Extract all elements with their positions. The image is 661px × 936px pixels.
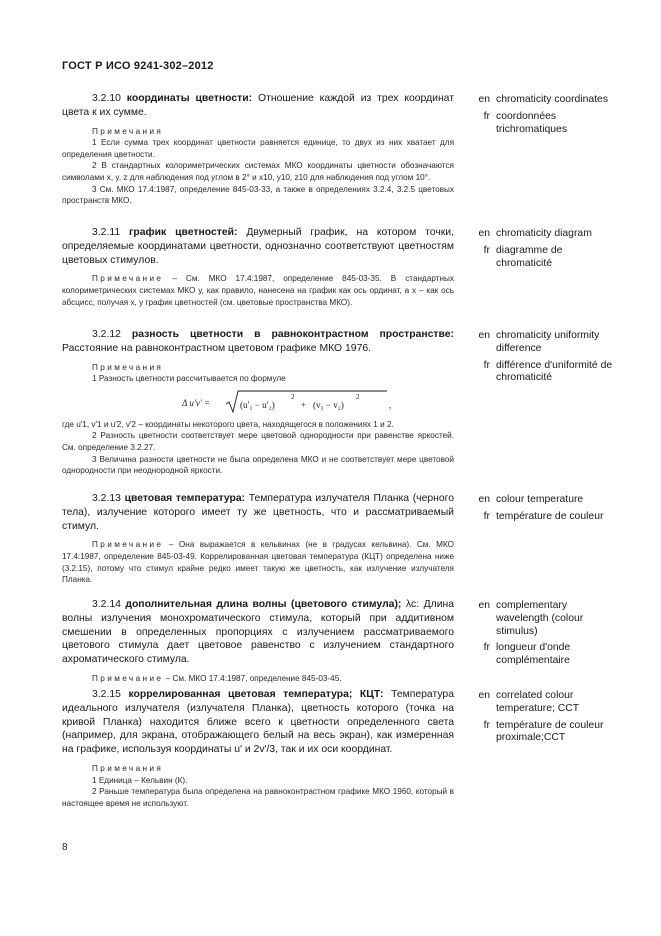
translation-text: température de couleur	[496, 510, 604, 522]
definition	[62, 492, 454, 533]
translation-text: chromaticity coordinates	[496, 94, 609, 105]
note-item: 3 Величина разности цветности не была определена МКО и не соответствует мере цветовой однородности при неоднородной яркости.	[62, 454, 454, 476]
term-title: координаты цветности:	[126, 93, 253, 104]
lang-code: en	[478, 494, 490, 505]
lang-code: en	[478, 94, 490, 105]
notes	[62, 362, 454, 477]
term-entry-3-2-14	[62, 598, 454, 685]
translations-3-2-14	[468, 600, 618, 672]
notes-title: Примечания	[92, 763, 164, 773]
translation-text: diagramme de chromaticité	[496, 244, 563, 269]
formula-graphic	[182, 385, 402, 419]
definition-text: Двумерный график, на котором точки, определяемые координатами цветности, однозначно соответствуют цветностям цветовых стимулов.	[62, 227, 454, 266]
lang-code: fr	[483, 510, 490, 522]
page-number: 8	[62, 842, 68, 853]
definition	[62, 598, 454, 667]
translation-text: chromaticity uniformity difference	[496, 330, 600, 354]
formula-exp-v: 2	[356, 392, 360, 401]
translations-3-2-11	[468, 228, 618, 274]
definition	[62, 92, 454, 120]
note-item: 1 Единица – Кельвин (К).	[92, 775, 188, 785]
term-entry-3-2-13	[62, 492, 454, 586]
definition	[62, 226, 454, 267]
term-number: 3.2.12	[92, 329, 121, 340]
note-text: – См. МКО 17.4:1987, определение 845-03-35. В стандартных колориметрических системах МКО y, как правило, нанесена на график как ось ординат, а x – как ось абсцисс, получая x, y график цветностей (см. цветовые пространства МКО).	[62, 274, 454, 307]
term-entry-3-2-11	[62, 226, 454, 308]
formula-term-v: (v₁ − v₂)	[313, 399, 344, 410]
definition-text: Температура излучателя Планка (черного тела), излучение которого имеет ту же цветность, что и рассматриваемый стимул.	[62, 493, 455, 532]
notes	[62, 273, 454, 308]
definition-text: Температура идеального излучателя (излучателя Планка), цветность которого (точка на кривой Планка) находится ближе всего к цветности определенного света (например, для экрана, отображающего белый на весь экран), как измеренная на графике, используя координаты u′ и 2v′/3, так и их оси координат.	[62, 689, 454, 756]
note-item: 1 Разность цветности рассчитывается по формуле	[92, 374, 286, 384]
lang-code: fr	[483, 110, 490, 122]
lang-code: fr	[483, 719, 490, 731]
definition-text: Расстояние на равноконтрастном цветовом графике МКО 1976.	[62, 342, 372, 354]
translation-text: correlated colour temperature; CCT	[496, 690, 580, 714]
definition-text: Отношение каждой из трех координат цвета к их сумме.	[62, 93, 454, 118]
notes-title: Примечания	[92, 362, 164, 372]
formula-plus: +	[301, 399, 307, 410]
term-title: график цветностей:	[129, 227, 238, 238]
formula-lhs: Δ u′v′ =	[182, 397, 211, 408]
note-item: 2 В стандартных колориметрических системах МКО координаты цветности обозначаются символами x, y, z для наблюдения под углом в 2° и x10, y10, z10 для наблюдения под углом 10°.	[62, 161, 454, 182]
translations-3-2-15	[468, 690, 618, 749]
term-symbol: λc:	[405, 599, 420, 610]
formula-comma: ,	[389, 399, 392, 410]
note-item: 1 Если сумма трех координат цветности равняется единице, то двух из них хватает для определения цветности.	[62, 138, 454, 159]
note-label: Примечание	[92, 274, 164, 284]
lang-code: en	[478, 228, 490, 239]
term-number: 3.2.10	[92, 93, 121, 104]
translation-text: chromaticity diagram	[496, 228, 592, 239]
definition	[62, 328, 454, 356]
lang-code: en	[478, 690, 490, 701]
notes-title: Примечания	[92, 126, 164, 136]
lang-code: fr	[483, 359, 490, 371]
term-title: разность цветности в равноконтрастном пространстве:	[131, 329, 454, 340]
lang-code: en	[478, 600, 490, 611]
note-item: 2 Раньше температура была определена на равноконтрастном графике МКО 1960, который в настоящее время не используют.	[62, 787, 454, 808]
formula-explanation: где u′1, v′1 и u′2, v′2 – координаты некоторого цвета, находящегося в положениях 1 и 2.	[62, 419, 394, 429]
term-number: 3.2.11	[92, 227, 121, 238]
term-number: 3.2.14	[92, 599, 121, 610]
translation-text: température de couleur proximale;CCT	[496, 719, 604, 744]
term-number: 3.2.15	[92, 689, 121, 700]
term-entry-3-2-15	[62, 688, 454, 809]
translation-text: longueur d'onde complémentaire	[496, 642, 571, 667]
term-title: коррелированная цветовая температура; КЦТ:	[128, 689, 384, 700]
translations-3-2-13	[468, 494, 618, 528]
definition-text: Длина волны излучения монохроматического стимула, который при аддитивном смешении в определенных пропорциях с излучением рассматриваемого цветового стимула дает цветовое равенство с излучением стандартного ахроматического стимула.	[62, 599, 455, 666]
lang-code: fr	[483, 642, 490, 654]
note-item: 2 Разность цветности соответствует мере цветовой однородности при равенстве яркостей. См. определение 3.2.27.	[62, 431, 454, 452]
lang-code: fr	[483, 244, 490, 256]
term-title: цветовая температура:	[124, 493, 246, 504]
note-text: – См. МКО 17.4:1987, определение 845-03-45.	[165, 673, 342, 683]
note-text: – Она выражается в кельвинах (не в градусах кельвина). См. МКО 17.4:1987, определение 845-03-49. Коррелированная цветовая температура (КЦТ) определена ниже (3.2.15), потому что стимул крайне редко имеет такую же цветность, как излучение излучателя Планка.	[62, 540, 455, 585]
term-title: дополнительная длина волны (цветового стимула);	[125, 599, 402, 610]
term-entry-3-2-10	[62, 92, 454, 207]
chromaticity-difference-formula	[62, 385, 454, 419]
translation-text: colour temperature	[496, 494, 584, 505]
translations-3-2-12	[468, 330, 618, 389]
translation-text: complementary wavelength (colour stimulus)	[496, 600, 584, 637]
notes	[62, 673, 454, 685]
definition	[62, 688, 454, 757]
lang-code: en	[478, 330, 490, 341]
notes	[62, 539, 454, 585]
translation-text: différence d'uniformité de chromaticité	[496, 359, 613, 384]
formula-exp-u: 2	[291, 392, 295, 401]
translation-text: coordonnées trichromatiques	[496, 110, 568, 135]
notes	[62, 126, 454, 207]
note-label: Примечание	[92, 673, 164, 683]
translations-3-2-10	[468, 94, 618, 140]
note-label: Примечание	[92, 540, 164, 550]
note-item: 3 См. МКО 17.4:1987, определение 845-03-33, а также в определениях 3.2.4, 3.2.5 цветовых пространств МКО.	[62, 184, 454, 206]
formula-term-u: (u′₁ − u′₂)	[240, 399, 275, 410]
term-entry-3-2-12	[62, 328, 454, 477]
notes	[62, 763, 454, 809]
document-header: ГОСТ Р ИСО 9241-302–2012	[62, 60, 214, 72]
term-number: 3.2.13	[92, 493, 121, 504]
